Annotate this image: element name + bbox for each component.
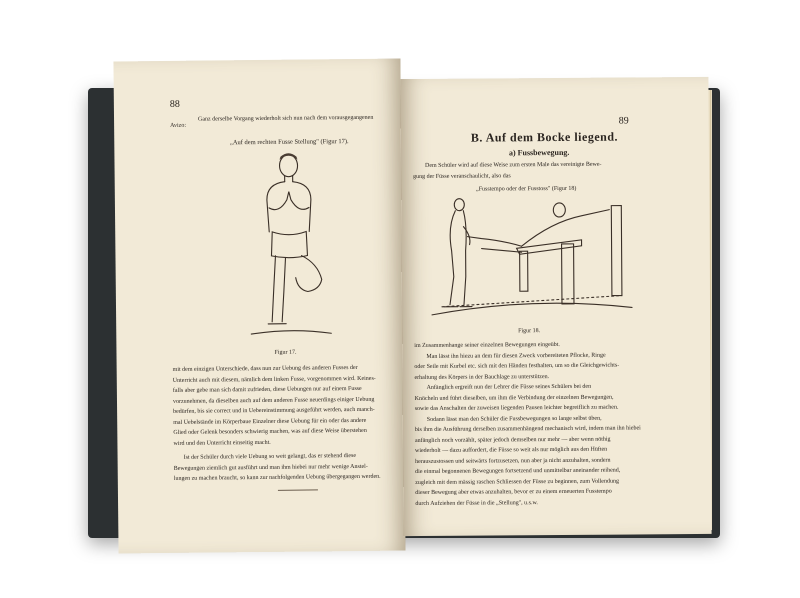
text-line: erhaltung des Körpers in der Bauchlage zu unterstützen.: [414, 373, 550, 381]
text-line: dieser Bewegung aber etwas anzuhalten, bevor er zu einem erneuerten Fusstempo: [415, 488, 612, 496]
text-line: durch Aufziehen der Füsse in die „Stellung", u.s.w.: [415, 499, 538, 507]
side-label: Avizo:: [170, 122, 187, 129]
right-quote: „Fusstempo oder der Fusstoss" (Figur 18): [476, 185, 577, 193]
text-line: im Zusammenhange seiner einzelnen Bewegungen eingeübt.: [414, 341, 560, 349]
text-line: herauszustossen und seitwärts fortzusetzen, nun aber ja nicht anzuhalten, sondern: [415, 457, 611, 465]
right-page: [400, 77, 711, 536]
left-paragraph-2: [174, 450, 406, 484]
text-line: lungen zu machen braucht, so kann zur nachfolgenden Uebung übergegangen werden.: [173, 473, 381, 482]
left-heading: „Auf dem rechten Fusse Stellung" (Figur 17).: [229, 138, 349, 147]
left-paragraph-1: [173, 362, 406, 448]
text-line: bis ihm die Ausführung derselben zusammenhängend mechanisch wird, indem man ihn hiebei: [414, 425, 641, 433]
text-line: Ist der Schüler durch viele Uebung so weit gelangt, das er stehend diese: [183, 452, 357, 461]
right-figure-caption: Figur 18.: [518, 328, 541, 335]
text-line: Glied oder Gelenk besonders schwierig machen, was auf diese Weise überstehen: [173, 427, 367, 436]
text-line: zugleich mit dem mässig raschen Schliessen der Füsse zu beginnen, zum Vollendung: [415, 478, 619, 486]
text-line: falls aber gebe man sich damit zufrieden, diese Uebungen nur auf einem Fusse: [172, 385, 362, 394]
text-line: anfänglich noch vorzählt, später jedoch demselben nur mehr — aber wenn nöthig: [414, 436, 611, 444]
right-subheading: a) Fussbewegung.: [508, 147, 570, 158]
left-page: [113, 59, 405, 554]
text-line: die einmal begonnenen Bewegungen fortsetzend und unmittelbar aneinander reihend,: [415, 467, 621, 475]
section-rule: [278, 489, 318, 490]
text-line: oder Seile mit Kurbel etc. sich mit den Händen festhalten, um so die Gleichgewichts-: [414, 362, 620, 370]
right-intro: [413, 159, 639, 182]
text-line: wird und den Unterricht einseitig macht.: [173, 439, 271, 447]
right-heading: B. Auf dem Bocke liegend.: [470, 129, 619, 145]
text-line: mal Uebelstände im Körperbaue Einzelner diese Uebung für ein oder das andere: [173, 417, 367, 426]
right-page-number: 89: [618, 115, 629, 127]
text-line: Dem Schüler wird auf diese Weise zum ersten Male das vereinigte Bewe-: [424, 161, 602, 169]
left-intro: Ganz derselbe Vorgang wiederholt sich nun nach dem vorausgegangenen: [198, 114, 374, 123]
text-line: Knöcheln und führt dieselben, um ihm die Verbindung der einzelnen Bewegungen,: [414, 394, 614, 402]
text-line: sowie das Anschalten der zuweisen liegenden Pausen leichter begreiflich zu machen.: [414, 404, 619, 412]
text-line: Bewegungen ziemlich gut ausführt und man ihm hiebei nur mehr wenige Anstel-: [173, 463, 368, 472]
text-line: bedürfen, bis sie correct und in Uebereinstimmung ausgeführt werden, auch manch-: [173, 406, 375, 415]
text-line: Unterricht auch mit diesem, nämlich dem linken Fusse, vorgenommen wird. Keines-: [172, 375, 376, 384]
text-line: Anfänglich ergreift nun der Lehrer die Füsse seines Schülers bei den: [426, 383, 592, 391]
figure-17-illustration: [244, 151, 336, 342]
left-figure-caption: Figur 17.: [274, 349, 297, 356]
text-line: gung der Füsse veranschaulicht, also das: [413, 172, 511, 180]
left-page-number: 88: [169, 98, 180, 110]
text-line: vorzunehmen, da dieselben auch auf dem anderen Fusse neuerdings einiger Uebung: [172, 396, 375, 405]
text-line: Sodann lässt man den Schüler die Fussbewegungen so lange selbst üben,: [426, 415, 602, 423]
text-line: wiederholt — dazu auffordert, die Füsse so weit als nur möglich aus den Hüften: [414, 446, 608, 454]
text-line: Man lässt ihn hiezu an dem für diesen Zweck vorbereiteten Pflocke, Ringe: [426, 352, 606, 360]
figure-18-illustration: [431, 195, 632, 326]
text-line: mit dem einzigen Unterschiede, dass nun zur Uebung des anderen Fusses der: [172, 364, 358, 373]
right-body: [414, 339, 651, 509]
